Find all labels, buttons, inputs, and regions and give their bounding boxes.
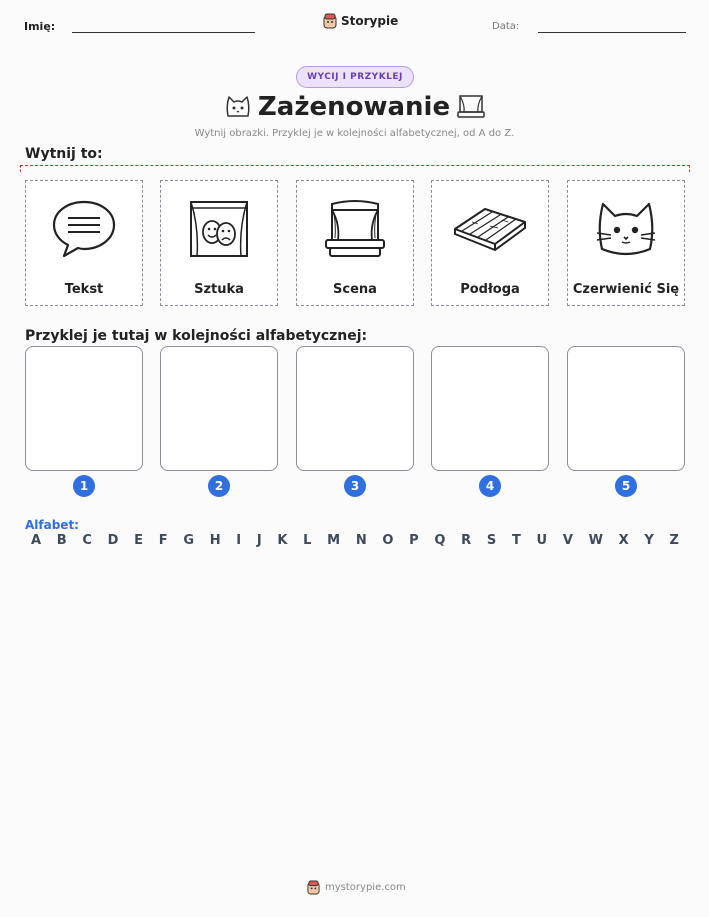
- activity-badge: WYCIJ I PRZYKLEJ: [296, 66, 414, 88]
- cat-icon: [593, 199, 659, 259]
- slot-number: 3: [344, 475, 366, 497]
- alphabet-letter: D: [107, 533, 119, 548]
- paste-slot[interactable]: [25, 346, 143, 471]
- date-label: Data:: [492, 21, 520, 32]
- card-label: Scena: [333, 282, 377, 297]
- alphabet-letter: H: [209, 533, 221, 548]
- alphabet-letter: Z: [669, 533, 679, 548]
- paste-slot[interactable]: [431, 346, 549, 471]
- slot-number: 4: [479, 475, 501, 497]
- slot-number: 1: [73, 475, 95, 497]
- card-label: Czerwienić Się: [572, 282, 680, 297]
- name-line[interactable]: [72, 32, 255, 33]
- paste-slot[interactable]: [567, 346, 685, 471]
- alphabet-letter: I: [236, 533, 242, 548]
- alphabet-letter: O: [382, 533, 394, 548]
- alphabet-letter: T: [511, 533, 521, 548]
- cut-line: [20, 165, 690, 172]
- stage-icon: [322, 198, 388, 260]
- alphabet-letter: C: [82, 533, 92, 548]
- wooden-floor-icon: [452, 204, 528, 254]
- alphabet-letter: G: [183, 533, 194, 548]
- cut-card[interactable]: [431, 180, 549, 306]
- alphabet-letter: M: [327, 533, 341, 548]
- alphabet-letter: R: [461, 533, 472, 548]
- alphabet-letter: X: [618, 533, 629, 548]
- brand-name: Storypie: [341, 14, 399, 28]
- cut-card[interactable]: [25, 180, 143, 306]
- footer-url[interactable]: mystorypie.com: [325, 882, 406, 893]
- theater-masks-icon: [189, 200, 249, 258]
- card-label: Podłoga: [460, 282, 520, 297]
- storypie-mascot-icon: [307, 880, 320, 895]
- alphabet-letter: U: [536, 533, 548, 548]
- alphabet-letter: W: [588, 533, 603, 548]
- alphabet-row: [31, 533, 679, 548]
- alphabet-letter: V: [562, 533, 573, 548]
- cut-heading: Wytnij to:: [25, 146, 103, 162]
- card-label: Sztuka: [194, 282, 244, 297]
- alphabet-letter: E: [134, 533, 144, 548]
- alphabet-letter: Q: [434, 533, 446, 548]
- alphabet-letter: F: [158, 533, 168, 548]
- footer: [307, 880, 406, 895]
- slot-number: 5: [615, 475, 637, 497]
- paste-heading: Przyklej je tutaj w kolejności alfabetycznej:: [25, 328, 368, 344]
- paste-slot[interactable]: [160, 346, 278, 471]
- alphabet-letter: L: [303, 533, 312, 548]
- storypie-mascot-icon: [323, 13, 337, 29]
- brand-logo: [323, 13, 398, 29]
- alphabet-letter: P: [409, 533, 419, 548]
- alphabet-letter: K: [277, 533, 288, 548]
- alphabet-letter: J: [256, 533, 262, 548]
- stage-icon: [456, 93, 486, 119]
- cut-card[interactable]: [567, 180, 685, 306]
- alphabet-letter: B: [56, 533, 67, 548]
- speech-bubble-icon: [51, 198, 117, 260]
- date-line[interactable]: [538, 32, 686, 33]
- alphabet-letter: Y: [644, 533, 654, 548]
- card-label: Tekst: [64, 282, 104, 297]
- instructions: Wytnij obrazki. Przyklej je w kolejności alfabetycznej, od A do Z.: [194, 128, 515, 139]
- cut-card[interactable]: [160, 180, 278, 306]
- alphabet-heading: Alfabet:: [25, 518, 79, 532]
- alphabet-letter: S: [486, 533, 497, 548]
- page-title: Zażenowanie: [257, 92, 451, 122]
- cut-card[interactable]: [296, 180, 414, 306]
- alphabet-letter: A: [31, 533, 42, 548]
- cat-icon: [224, 94, 252, 118]
- name-label: Imię:: [24, 20, 56, 33]
- paste-slot[interactable]: [296, 346, 414, 471]
- alphabet-letter: N: [355, 533, 367, 548]
- slot-number: 2: [208, 475, 230, 497]
